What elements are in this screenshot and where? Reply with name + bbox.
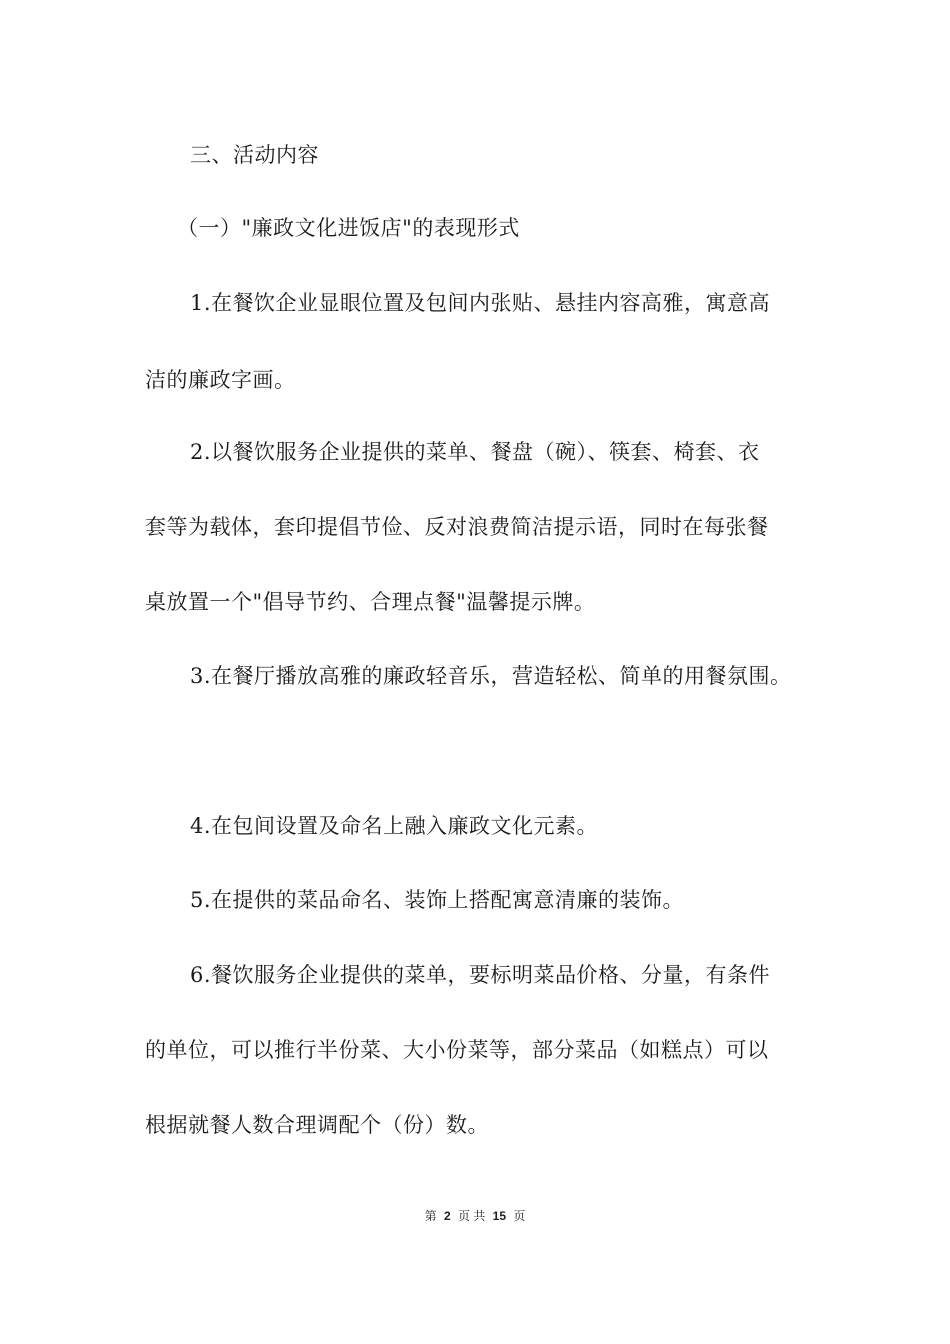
footer-middle: 页 共 — [457, 1209, 486, 1223]
footer-prefix: 第 — [424, 1209, 437, 1223]
section-heading: 三、活动内容 — [190, 143, 319, 167]
page-footer — [0, 1208, 950, 1224]
item-2-line-1: 2.以餐饮服务企业提供的菜单、餐盘（碗）、筷套、椅套、衣 — [190, 440, 760, 464]
footer-total-pages: 15 — [492, 1209, 507, 1223]
item-6-line-2: 的单位，可以推行半份菜、大小份菜等，部分菜品（如糕点）可以 — [145, 1038, 769, 1062]
item-4-line-1: 4.在包间设置及命名上融入廉政文化元素。 — [190, 814, 599, 838]
footer-suffix: 页 — [513, 1209, 526, 1223]
subheading: （一）"廉政文化进饭店"的表现形式 — [177, 216, 520, 240]
item-6-line-1: 6.餐饮服务企业提供的菜单，要标明菜品价格、分量，有条件 — [190, 963, 771, 987]
item-5-line-1: 5.在提供的菜品命名、装饰上搭配寓意清廉的装饰。 — [190, 888, 685, 912]
item-1-line-2: 洁的廉政字画。 — [145, 368, 296, 392]
item-2-line-3: 桌放置一个"倡导节约、合理点餐"温馨提示牌。 — [145, 590, 596, 614]
item-3-line-1: 3.在餐厅播放高雅的廉政轻音乐，营造轻松、简单的用餐氛围。 — [190, 664, 792, 688]
item-2-line-2: 套等为载体，套印提倡节俭、反对浪费简洁提示语，同时在每张餐 — [145, 515, 769, 539]
footer-current-page: 2 — [443, 1209, 451, 1223]
item-6-line-3: 根据就餐人数合理调配个（份）数。 — [145, 1113, 489, 1137]
item-1-line-1: 1.在餐饮企业显眼位置及包间内张贴、悬挂内容高雅，寓意高 — [190, 291, 771, 315]
